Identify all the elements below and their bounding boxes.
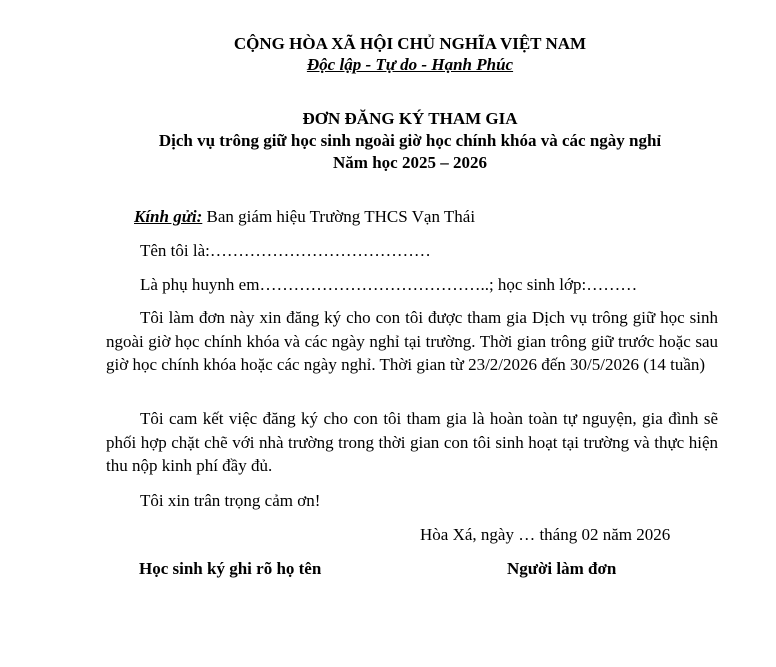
body-paragraph-1: Tôi làm đơn này xin đăng ký cho con tôi được tham gia Dịch vụ trông giữ học sinh ngoài giờ học chính khóa và các ngày nghỉ tại trường. Thời gian trông giữ trước hoặc sau giờ học chính khóa hoặc các ngày nghỉ. Thời gian từ 23/2/2026 đến 30/5/2026 (14 tuần) (106, 308, 718, 374)
form-title: ĐƠN ĐĂNG KÝ THAM GIA (302, 109, 518, 128)
national-title: CỘNG HÒA XÃ HỘI CHỦ NGHĨA VIỆT NAM (233, 34, 587, 53)
parent-field-line: Là phụ huynh em…………………………………..; học sinh lớp:……… (140, 275, 638, 294)
body-paragraph-2: Tôi cam kết việc đăng ký cho con tôi tham gia là hoàn toàn tự nguyện, gia đình sẽ phối hợp chặt chẽ với nhà trường trong thời gian con tôi sinh hoạt tại trường và thực hiện thu nộp kinh phí đầy đủ. (106, 409, 718, 475)
recipient-line (134, 206, 475, 228)
national-motto: Độc lập - Tự do - Hạnh Phúc (306, 55, 514, 74)
place-date-line: Hòa Xá, ngày … tháng 02 năm 2026 (420, 525, 671, 544)
student-signature-label: Học sinh ký ghi rõ họ tên (139, 559, 322, 578)
recipient-label: Kính gửi: (134, 207, 203, 226)
applicant-signature-label: Người làm đơn (507, 559, 617, 578)
recipient-value: Ban giám hiệu Trường THCS Vạn Thái (202, 207, 476, 226)
name-field-line: Tên tôi là:………………………………… (140, 241, 431, 260)
thanks-line: Tôi xin trân trọng cảm ơn! (140, 491, 321, 510)
form-subtitle: Dịch vụ trông giữ học sinh ngoài giờ học chính khóa và các ngày nghỉ (158, 131, 662, 150)
school-year: Năm học 2025 – 2026 (333, 153, 487, 172)
